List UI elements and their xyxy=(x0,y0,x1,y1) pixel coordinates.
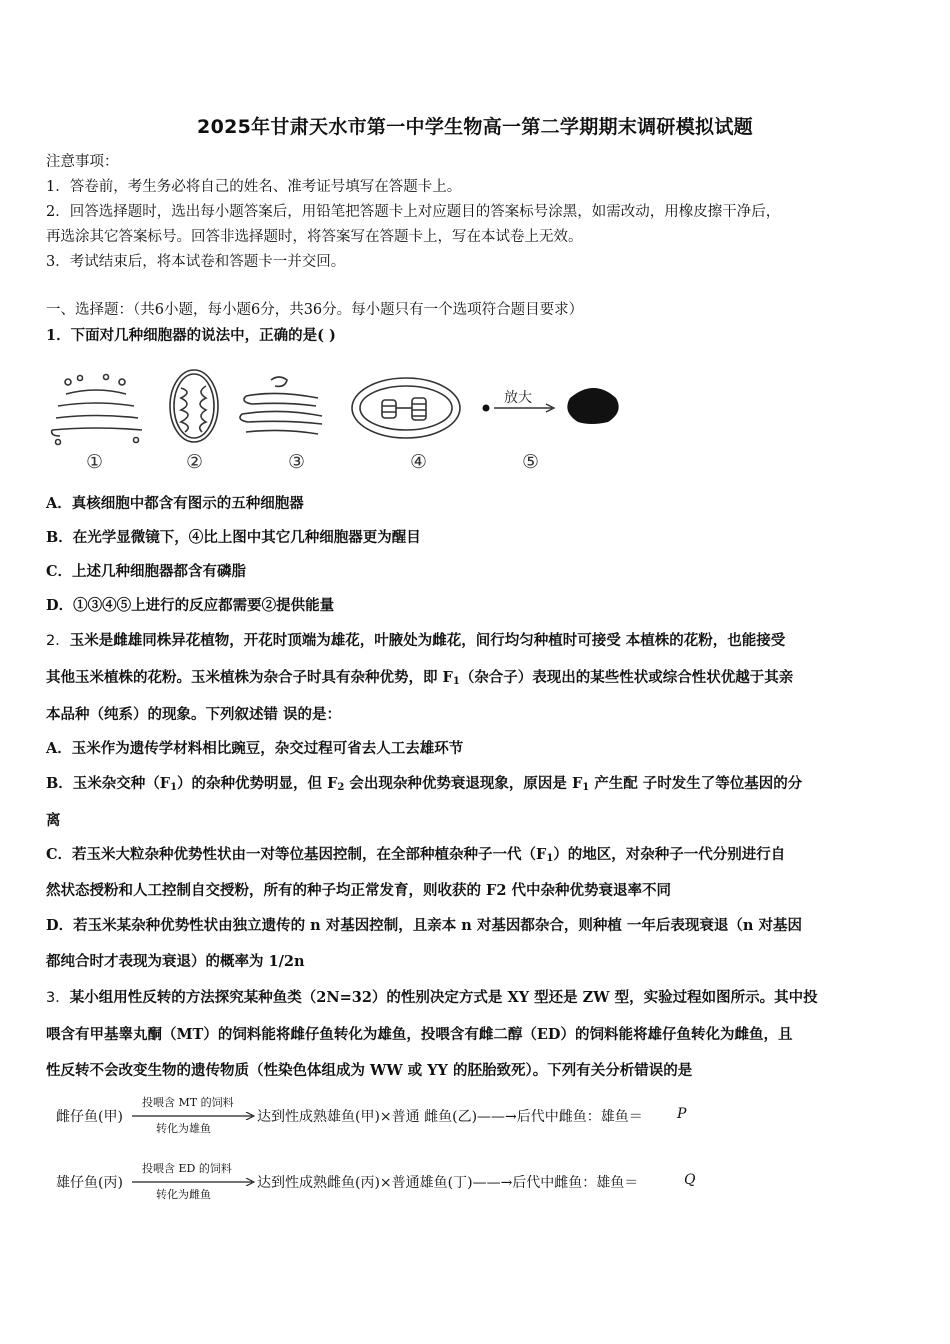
figure-labels xyxy=(86,451,539,473)
notice-item-3: 3．考试结束后，将本试卷和答题卡一并交回。 xyxy=(46,254,346,270)
organelle-3-er xyxy=(240,377,322,434)
notice-heading: 注意事项： xyxy=(46,154,119,170)
q3-line-3: 性反转不会改变生物的遗传物质（性染色体组成为 WW 或 YY 的胚胎致死）。下列有关分析错误的是 xyxy=(46,1062,693,1079)
q1-option-d: D．①③④⑤上进行的反应都需要②提供能量 xyxy=(46,597,335,614)
figure-label-4: ④ xyxy=(410,451,428,473)
figure-label-3: ③ xyxy=(288,451,306,473)
notice-item-1: 1．答卷前，考生务必将自己的姓名、准考证号填写在答题卡上。 xyxy=(46,179,462,195)
q2-option-d-cont: 都纯合时才表现为衰退）的概率为 1/2n xyxy=(46,953,305,970)
flow1-arrow xyxy=(132,1112,256,1120)
section-heading: 一、选择题：（共6小题，每小题6分，共36分。每小题只有一个选项符合题目要求） xyxy=(46,302,584,318)
flow2-var: Q xyxy=(684,1172,696,1188)
q2-option-d: D．若玉米某杂种优势性状由独立遗传的 n 对基因控制，且亲本 n 对基因都杂合，则种植 一年后表现衰退（n 对基因 xyxy=(46,917,802,934)
figure-label-1: ① xyxy=(86,451,104,473)
magnify-arrow-label: 放大 xyxy=(504,390,532,406)
organelle-2-mitochondrion xyxy=(170,370,218,442)
q3-line-1: 3．某小组用性反转的方法探究某种鱼类（2N=32）的性别决定方式是 XY 型还是 ZW 型，实验过程如图所示。其中投 xyxy=(46,989,818,1006)
q2-option-b-cont: 离 xyxy=(46,812,61,829)
q2-line-2: 其他玉米植株的花粉。玉米植株为杂合子时具有杂种优势，即 $F_1$（杂合子）表现出的某些性状或综合性状优越于其亲 xyxy=(46,669,794,687)
flow2-arrow-top: 投喂含 ED 的饲料 xyxy=(142,1162,232,1175)
q2-option-a: A．玉米作为遗传学材料相比豌豆，杂交过程可省去人工去雄环节 xyxy=(46,740,464,757)
q2-option-b: B．玉米杂交种$(F_1)$的杂种优势明显，但 $F_2$ 会出现杂种优势衰退现象，原因是 $F_1$ 产生配 子时发生了等位基因的分 xyxy=(46,775,803,793)
page-title: 2025年甘肃天水市第一中学生物高一第二学期期末调研模拟试题 xyxy=(197,116,753,138)
experiment-flow-1 xyxy=(52,1094,752,1134)
q1-stem: 1．下面对几种细胞器的说法中，正确的是( ) xyxy=(46,327,336,344)
flow2-arrow-bottom: 转化为雌鱼 xyxy=(156,1188,211,1201)
flow2-start: 雄仔鱼(丙) xyxy=(56,1175,123,1191)
flow1-rest: 达到性成熟雄鱼(甲)×普通 雌鱼(乙)——→后代中雌鱼：雄鱼＝ xyxy=(257,1109,643,1125)
notice-item-2: 2．回答选择题时，选出每小题答案后，用铅笔把答题卡上对应题目的答案标号涂黑，如需改动，用橡皮擦干净后， xyxy=(46,204,781,220)
flow1-arrow-bottom: 转化为雄鱼 xyxy=(156,1122,211,1135)
organelle-figure xyxy=(46,368,646,478)
figure-label-5: ⑤ xyxy=(522,451,540,473)
flow1-arrow-top: 投喂含 MT 的饲料 xyxy=(142,1096,234,1109)
flow2-rest: 达到性成熟雌鱼(丙)×普通雄鱼(丁)——→后代中雌鱼：雄鱼＝ xyxy=(257,1175,639,1191)
figure-label-2: ② xyxy=(186,451,204,473)
q1-option-b: B．在光学显微镜下，④比上图中其它几种细胞器更为醒目 xyxy=(46,529,421,546)
flow1-start: 雌仔鱼(甲) xyxy=(56,1109,123,1125)
q2-option-c: C．若玉米大粒杂种优势性状由一对等位基因控制，在全部种植杂种子一代$(F_1)$的地区，对杂种子一代分别进行自 xyxy=(46,846,786,864)
organelle-5-ribosome xyxy=(483,388,619,424)
q1-option-a: A．真核细胞中都含有图示的五种细胞器 xyxy=(46,495,304,512)
q2-line-1: 2．玉米是雌雄同株异花植物，开花时顶端为雄花，叶腋处为雌花，间行均匀种植时可接受 本植株的花粉，也能接受 xyxy=(46,632,786,649)
q1-option-c: C．上述几种细胞器都含有磷脂 xyxy=(46,563,247,580)
q3-line-2: 喂含有甲基睾丸酮（MT）的饲料能将雌仔鱼转化为雄鱼，投喂含有雌二醇（ED）的饲料能将雄仔鱼转化为雌鱼，且 xyxy=(46,1026,793,1043)
experiment-flow-2 xyxy=(52,1160,752,1200)
q2-option-c-cont: 然状态授粉和人工控制自交授粉，所有的种子均正常发育，则收获的 F2 代中杂种优势衰退率不同 xyxy=(46,882,671,899)
notice-item-2-cont: 再选涂其它答案标号。回答非选择题时，将答案写在答题卡上，写在本试卷上无效。 xyxy=(46,229,583,245)
organelle-4-chloroplast xyxy=(352,378,460,438)
flow2-arrow xyxy=(132,1178,256,1186)
flow1-var: P xyxy=(677,1106,687,1122)
q2-line-3: 本品种（纯系）的现象。下列叙述错 误的是： xyxy=(46,706,342,723)
organelle-1-golgi xyxy=(52,375,142,445)
